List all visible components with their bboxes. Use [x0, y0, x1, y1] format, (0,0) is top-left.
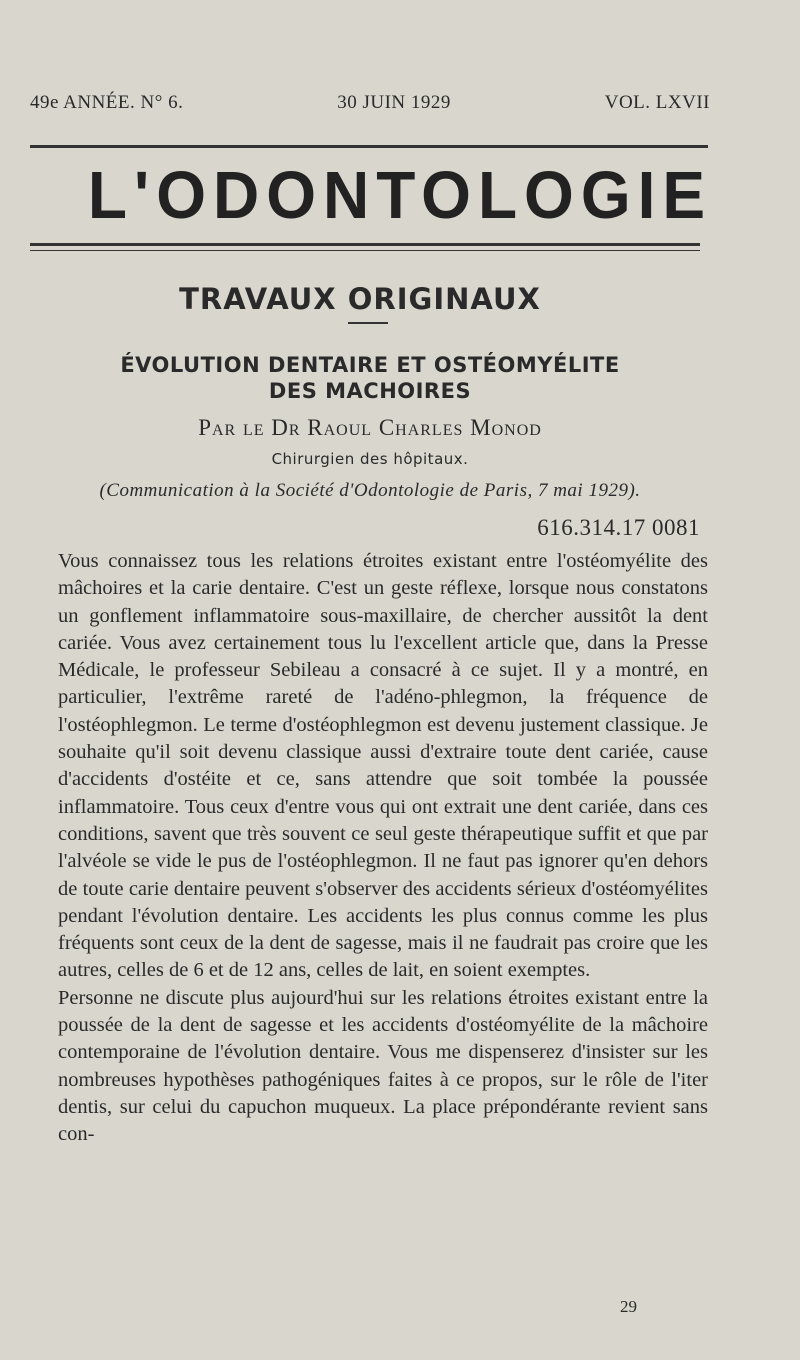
article-title-line-1: ÉVOLUTION DENTAIRE ET OSTÉOMYÉLITE [120, 353, 620, 377]
article-title-line-2: DES MACHOIRES [268, 379, 472, 403]
journal-title: L'ODONTOLOGIE [87, 157, 713, 233]
body-paragraph: Personne ne discute plus aujourd'hui sur les relations étroites existant entre la poussée de la dent de sagesse et les accidents d'ostéomyélite de la mâchoire contemporaine de l'évolution dentaire. Vous me dispenserez d'insister sur les nombreuses hypothèses pathogéniques faites à ce propos, sur le rôle de l'iter dentis, sur celui du capuchon muqueux. La place prépondérante revient sans con- [58, 986, 708, 1146]
issue-number: 49e ANNÉE. N° 6. [30, 92, 184, 113]
article-body [58, 548, 708, 1149]
section-title: TRAVAUX ORIGINAUX [179, 282, 541, 316]
communication-note: (Communication à la Société d'Odontologie de Paris, 7 mai 1929). [99, 480, 641, 501]
title-bottom-rule-thin [30, 250, 700, 251]
running-header [30, 92, 710, 114]
title-bottom-rule [30, 243, 700, 246]
volume-number: VOL. LXVII [604, 92, 710, 113]
article-title [0, 352, 740, 404]
header-top-rule [30, 145, 708, 148]
section-divider [348, 322, 388, 324]
body-paragraph: Vous connaissez tous les relations étroites existant entre l'ostéomyélite des mâchoires et la carie dentaire. C'est un geste réflexe, lorsque nous constatons un gonflement inflammatoire sous-maxillaire, de chercher aussitôt la dent cariée. Vous avez certainement tous lu l'excellent article que, dans la Presse Médicale, le professeur Sebileau a consacré à ce sujet. Il y a montré, en particulier, l'extrême rareté de l'adéno-phlegmon, la fréquence de l'ostéophlegmon. Le terme d'ostéophlegmon est devenu justement classique. Je souhaite qu'il soit devenu classique aussi d'extraire toute dent cariée, cause d'accidents d'ostéite et ce, sans attendre que soit tombée la poussée inflammatoire. Tous ceux d'entre vous qui ont extrait une dent cariée, dans ces conditions, savent que très souvent ce seul geste thérapeutique suffit et que par l'alvéole se vide le pus de l'ostéophlegmon. Il ne faut pas ignorer qu'en dehors de toute carie dentaire peuvent s'observer des accidents sérieux d'ostéomyélites pendant l'évolution dentaire. Les accidents les plus connus comme les plus fréquents sont ceux de la dent de sagesse, mais il ne faudrait pas croire que les autres, celles de 6 et de 12 ans, celles de lait, en soient exemptes. [58, 550, 708, 982]
author-affiliation: Chirurgien des hôpitaux. [271, 450, 469, 468]
classification-number: 616.314.17 0081 [537, 515, 700, 540]
issue-date: 30 JUIN 1929 [337, 92, 451, 113]
page-number: 29 [620, 1297, 637, 1316]
article-author: Par le Dr Raoul Charles Monod [198, 415, 542, 440]
